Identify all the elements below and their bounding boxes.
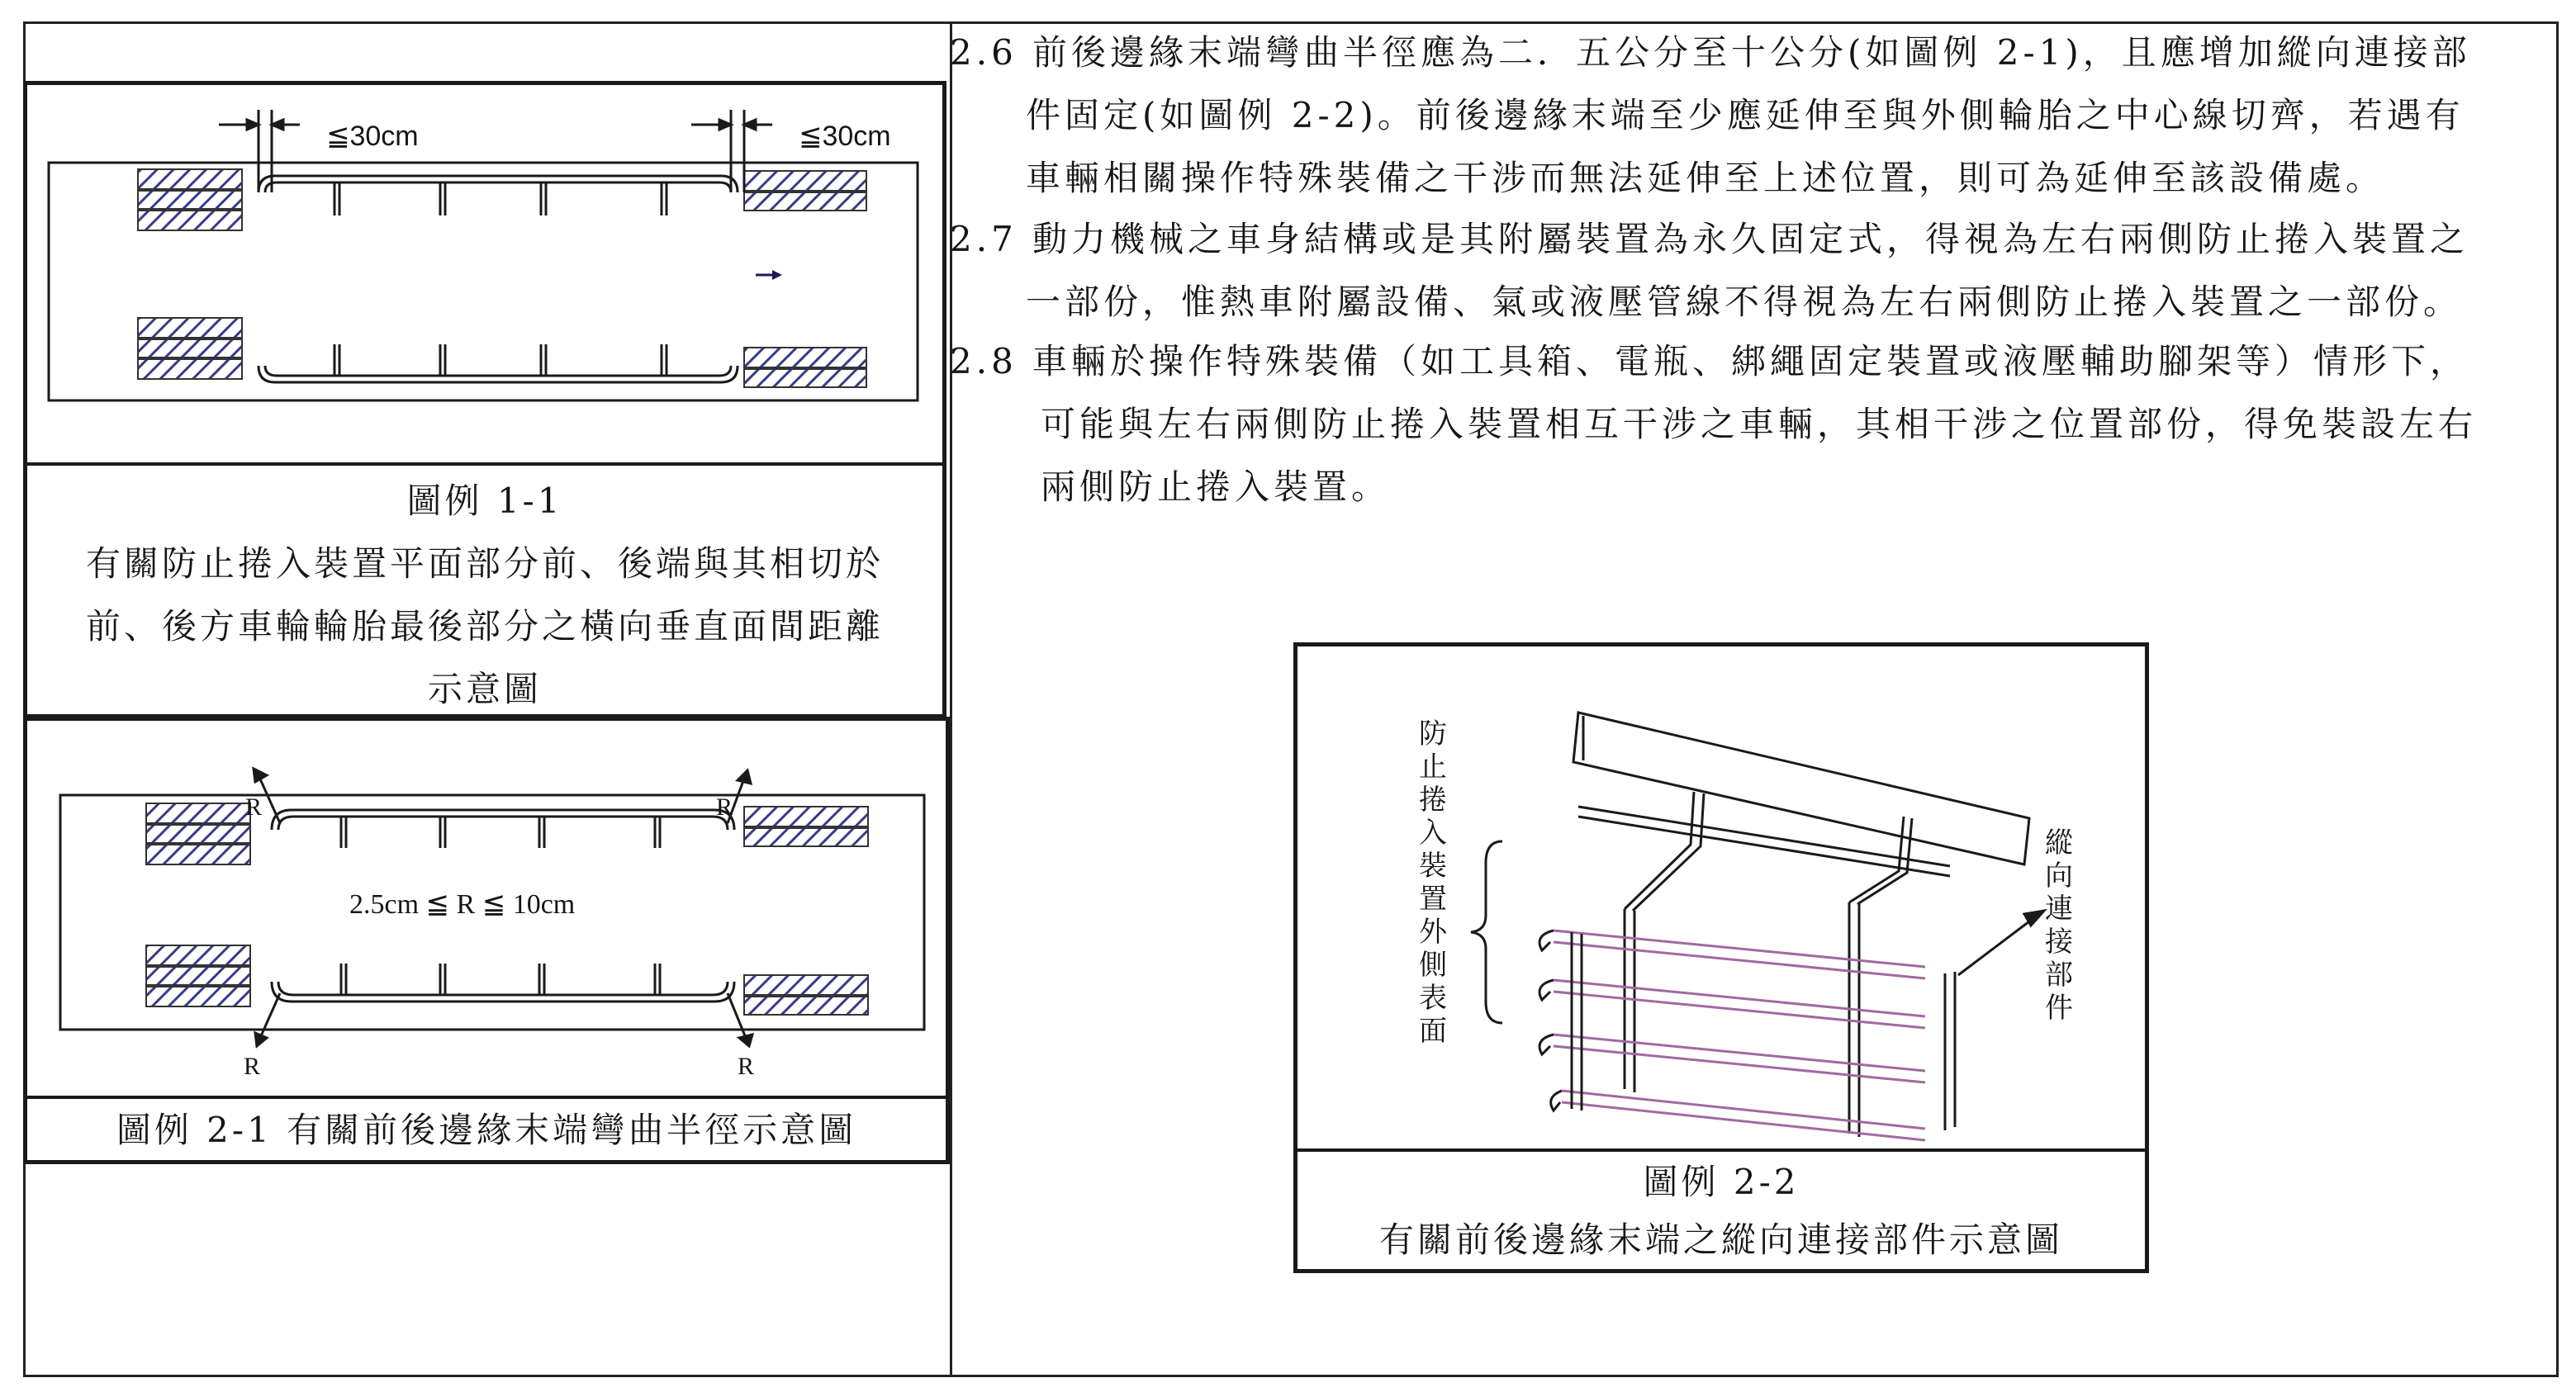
- tire-front-bottom: [138, 318, 242, 379]
- section-2-7-number: 2.7: [950, 219, 1018, 259]
- figure-2-1-panel: [23, 717, 950, 1164]
- figure-1-1-caption-line-3: 示意圖: [427, 669, 542, 709]
- tire-front-top: [138, 169, 242, 230]
- mount-brackets: [1625, 792, 1912, 1137]
- tire-rear-bottom-2: [744, 975, 868, 1015]
- section-2-8-line-1: 車輛於操作特殊裝備（如工具箱、電瓶、綁繩固定裝置或液壓輔助腳架等）情形下，: [1032, 341, 2469, 381]
- section-2-6-number: 2.6: [950, 32, 1018, 73]
- section-2-7: [950, 208, 2556, 334]
- radius-arrow-bottom-left-icon: [255, 993, 280, 1046]
- figure-2-1-separator: [27, 1096, 946, 1099]
- section-2-7-line-1: 動力機械之車身結構或是其附屬裝置為永久固定式，得視為左右兩側防止捲入裝置之: [1032, 219, 2469, 259]
- dim-label-left: ≦30cm: [326, 121, 419, 152]
- radius-label-top-right: R: [716, 793, 733, 821]
- section-2-8-line-2: 可能與左右兩側防止捲入裝置相互干涉之車輛，其相干涉之位置部份，得免裝設左右: [1041, 404, 2478, 444]
- side-guard-rails: [1554, 931, 1925, 1140]
- figure-1-1-separator: [27, 462, 942, 466]
- figure-1-1-panel: [23, 81, 946, 718]
- figure-2-2-caption-text: 有關前後邊緣末端之縱向連接部件示意圖: [1378, 1219, 2063, 1260]
- tire-front-bottom-2: [146, 945, 250, 1006]
- guard-rail-bottom: [259, 344, 738, 382]
- figure-1-1-title: 圖例 1-1: [406, 481, 563, 521]
- radius-label-top-left: R: [245, 793, 263, 821]
- tire-rear-top: [744, 171, 866, 211]
- tire-rear-bottom: [744, 348, 866, 387]
- guard-rail-ends: [1539, 931, 1582, 1110]
- section-2-6-line-1: 前後邊緣末端彎曲半徑應為二．五公分至十公分(如圖例 2-1)，且應增加縱向連接部: [1032, 32, 2471, 73]
- upper-rail: [1578, 807, 1950, 876]
- radius-range-label: 2.5cm ≦ R ≦ 10cm: [349, 889, 576, 920]
- guard-rail-top-2: [272, 810, 734, 848]
- figure-2-2-separator: [1297, 1148, 2145, 1152]
- figure-2-2-left-label: 防止捲入裝置外側表面: [1419, 717, 1447, 1048]
- left-brace-icon: [1471, 841, 1502, 1023]
- section-2-7-line-2: 一部份，惟熱車附屬設備、氣或液壓管線不得視為左右兩側防止捲入裝置之一部份。: [1026, 282, 2463, 322]
- guard-rail-bottom-2: [272, 964, 734, 1002]
- tire-rear-top-2: [744, 807, 868, 846]
- figure-2-2-title: 圖例 2-2: [1643, 1162, 1800, 1202]
- figure-2-1-caption: 圖例 2-1 有關前後邊緣末端彎曲半徑示意圖: [116, 1110, 857, 1150]
- tire-front-top-2: [146, 803, 250, 864]
- longitudinal-connector: [1945, 972, 1955, 1130]
- figure-1-1-caption-line-2: 前、後方車輪輪胎最後部分之橫向垂直面間距離: [85, 606, 884, 646]
- figure-2-2-caption: [1297, 1153, 2145, 1269]
- figure-2-2-right-label: 縱向連接部件: [2045, 826, 2073, 1025]
- figure-2-2-panel: [1293, 642, 2149, 1273]
- figure-1-1-caption: [27, 470, 942, 721]
- guard-rail-top: [259, 176, 738, 215]
- figure-1-1-caption-line-1: 有關防止捲入裝置平面部分前、後端與其相切於: [85, 543, 884, 584]
- section-2-8: [950, 330, 2556, 519]
- section-2-8-number: 2.8: [950, 341, 1018, 381]
- dim-label-right: ≦30cm: [799, 121, 891, 152]
- section-2-6: [950, 21, 2556, 210]
- connector-pointer-arrow-icon: [1958, 911, 2044, 975]
- section-2-6-line-3: 車輛相關操作特殊裝備之干涉而無法延伸至上述位置，則可為延伸至該設備處。: [1026, 158, 2385, 198]
- direction-arrow-icon: [756, 270, 782, 280]
- section-2-8-line-3: 兩側防止捲入裝置。: [1041, 466, 1391, 507]
- radius-label-bottom-left: R: [244, 1053, 261, 1080]
- section-2-6-line-2: 件固定(如圖例 2-2)。前後邊緣末端至少應延伸至與外側輪胎之中心線切齊，若遇有: [1026, 95, 2465, 135]
- radius-label-bottom-right: R: [738, 1053, 755, 1080]
